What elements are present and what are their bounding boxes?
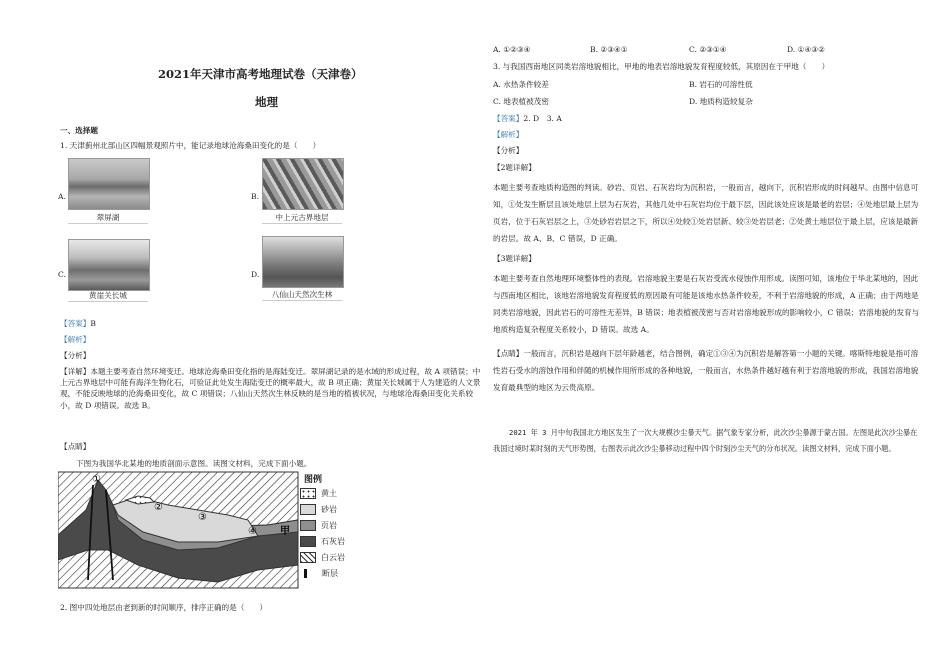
analysis-tag: 【解析】 bbox=[60, 335, 91, 344]
legend-swatch bbox=[300, 488, 316, 499]
detail-tag: 【详解】 bbox=[60, 367, 91, 376]
option-d-letter: D. bbox=[251, 270, 260, 279]
option-c-letter: C. bbox=[58, 270, 66, 279]
answer-value: B bbox=[90, 319, 96, 328]
photo-strata bbox=[262, 158, 344, 210]
dianjing-2 bbox=[493, 345, 921, 396]
answer-2-3 bbox=[493, 113, 562, 124]
option-b-letter: B. bbox=[251, 192, 259, 201]
label-3: ③ bbox=[198, 512, 207, 523]
section-heading: 一、选择题 bbox=[60, 126, 98, 135]
photo-forest bbox=[262, 236, 344, 288]
dianjing-tag: 【点睛】 bbox=[493, 349, 524, 358]
legend-title: 图例 bbox=[304, 475, 323, 485]
question-3: 3. 与我国西南地区同类岩溶地貌相比，甲地的地表岩溶地貌发育程度较低，其原因在于甲地（ ） bbox=[493, 62, 830, 71]
detail-2-tag: 【2题详解】 bbox=[493, 163, 536, 172]
question-1: 1. 天津蓟州北部山区四幅景观照片中，能记录地球沧海桑田变化的是（ ） bbox=[60, 141, 321, 150]
detail-text: 本题主要考查自然环境变迁。地球沧海桑田变化指的是海陆变迁。翠屏湖记录的是水域的形成过程，故 A 项错误；中上元古界地层中可能有海洋生物化石，可验证此处发生海陆变迁的概率最大，故 B 项正确；黄崖关长城属于人为建造的人文景观，不能反映地球的沧海桑田变化，故 C 项错误；八仙山天然次生林反映的是当地的植被状况，与地球沧海桑田变化关系较小，故 D 项错误。故选 B。 bbox=[60, 367, 481, 410]
paper-subtitle: 地理 bbox=[255, 95, 278, 109]
label-4: ④ bbox=[248, 526, 257, 537]
dianjing-text: 一般而言，沉积岩是越向下层年龄越老，结合图例，确定①③④为沉积岩是解答第一小题的关键。喀斯特地貌是指可溶性岩石受水的溶蚀作用和伴随的机械作用所形成的各种地貌，一般而言，水热条件越好越有利于岩溶地貌的形成，我国岩溶地貌发育最典型的地区为云贵高原。 bbox=[493, 349, 919, 392]
legend-item-dolomite: 白云岩 bbox=[300, 552, 345, 563]
photo-great-wall bbox=[68, 239, 150, 291]
legend-swatch bbox=[304, 569, 317, 578]
legend-swatch bbox=[300, 536, 316, 547]
fenxi-tag: 【分析】 bbox=[60, 351, 91, 360]
question-2: 2. 图中四处地层由老到新的时间顺序，排序正确的是（ ） bbox=[60, 603, 268, 612]
label-jia: 甲 bbox=[280, 526, 290, 537]
detail-3-tag: 【3题详解】 bbox=[493, 254, 536, 263]
caption-b: 中上元古界地层 bbox=[262, 212, 342, 224]
caption-a: 翠屏湖 bbox=[68, 212, 148, 224]
photo-lake bbox=[68, 158, 150, 210]
legend-swatch bbox=[300, 504, 316, 515]
q2-option-a: A. ①②③④ bbox=[493, 45, 531, 54]
material-intro: 2021 年 3 月中旬我国北方地区发生了一次大规模沙尘暴天气。据气象专家分析，此次沙尘暴源于蒙古国。左图是此次沙尘暴在我国过境时某时刻的天气形势图，右图表示此次沙尘暴移动过程中四个时刻沙尘天气的分布状况。读图文材料，完成下面小题。 bbox=[493, 428, 918, 453]
dianjing-tag: 【点睛】 bbox=[60, 442, 91, 451]
label-2: ② bbox=[154, 502, 163, 513]
paper-title: 2021年天津市高考地理试卷（天津卷） bbox=[158, 67, 363, 81]
figure-intro: 下图为我国华北某地的地质剖面示意图。读图文材料，完成下面小题。 bbox=[76, 459, 312, 468]
q3-option-a: A. 水热条件较差 bbox=[493, 80, 549, 89]
answer-tag: 【答案】 bbox=[60, 319, 91, 328]
legend-item-loess: 黄土 bbox=[300, 488, 337, 499]
detail-1 bbox=[60, 366, 482, 411]
q3-option-c: C. 地表植被茂密 bbox=[493, 97, 549, 106]
answer-value: 2. D 3. A bbox=[523, 114, 562, 123]
caption-c: 黄崖关长城 bbox=[68, 290, 148, 302]
detail-2: 本题主要考查地质构造图的判读。砂岩、页岩、石灰岩均为沉积岩，一般而言，越向下，沉积岩形成的时间越早。由图中信息可知，①处发生断层且该处地层上层为石灰岩，其他几处中石灰岩均位于最下层，因此该处应该是最老的岩层；④处地层最上层为页岩，位于石灰岩层之上，③处砂岩岩层之下，所以④处较①处岩层新、较③处岩层老；②处黄土地层位于最上层，应该是最新的岩层。故 A、B、C 错误，D 正确。 bbox=[493, 183, 919, 243]
legend-swatch bbox=[300, 520, 316, 531]
q2-option-d: D. ①④③② bbox=[787, 45, 825, 54]
q2-option-b: B. ②③④① bbox=[590, 45, 628, 54]
answer-tag: 【答案】 bbox=[493, 114, 524, 123]
legend-swatch bbox=[300, 552, 316, 563]
label-1: ① bbox=[92, 474, 101, 485]
caption-d: 八仙山天然次生林 bbox=[262, 289, 342, 301]
legend-item-limestone: 石灰岩 bbox=[300, 536, 345, 547]
analysis-tag: 【解析】 bbox=[493, 130, 524, 139]
answer-1 bbox=[60, 318, 96, 329]
legend-item-fault: 断层 bbox=[300, 568, 338, 579]
fenxi-tag: 【分析】 bbox=[493, 146, 524, 155]
q3-option-d: D. 地质构造较复杂 bbox=[689, 97, 753, 106]
q3-option-b: B. 岩石的可溶性低 bbox=[689, 80, 753, 89]
legend-item-sandstone: 砂岩 bbox=[300, 504, 337, 515]
q2-option-c: C. ②③①④ bbox=[689, 45, 727, 54]
detail-3: 本题主要考查自然地理环境整体性的表现。岩溶地貌主要是石灰岩受流水侵蚀作用形成。读图可知，该地位于华北某地的，因此与西南地区相比，该地岩溶地貌发育程度低的原因最有可能是该地水热条件较差，不利于岩溶地貌的形成，A 正确；由于两地是同类岩溶地貌，因此岩石的可溶性无差异，B 错误；地表植被茂密与否对岩溶地貌形成的影响较小，C 错误；岩溶地貌的发育与地质构造复杂程度关系较小，D 错误。故选 A。 bbox=[493, 274, 920, 334]
legend-item-shale: 页岩 bbox=[300, 520, 337, 531]
option-a-letter: A. bbox=[58, 192, 66, 201]
